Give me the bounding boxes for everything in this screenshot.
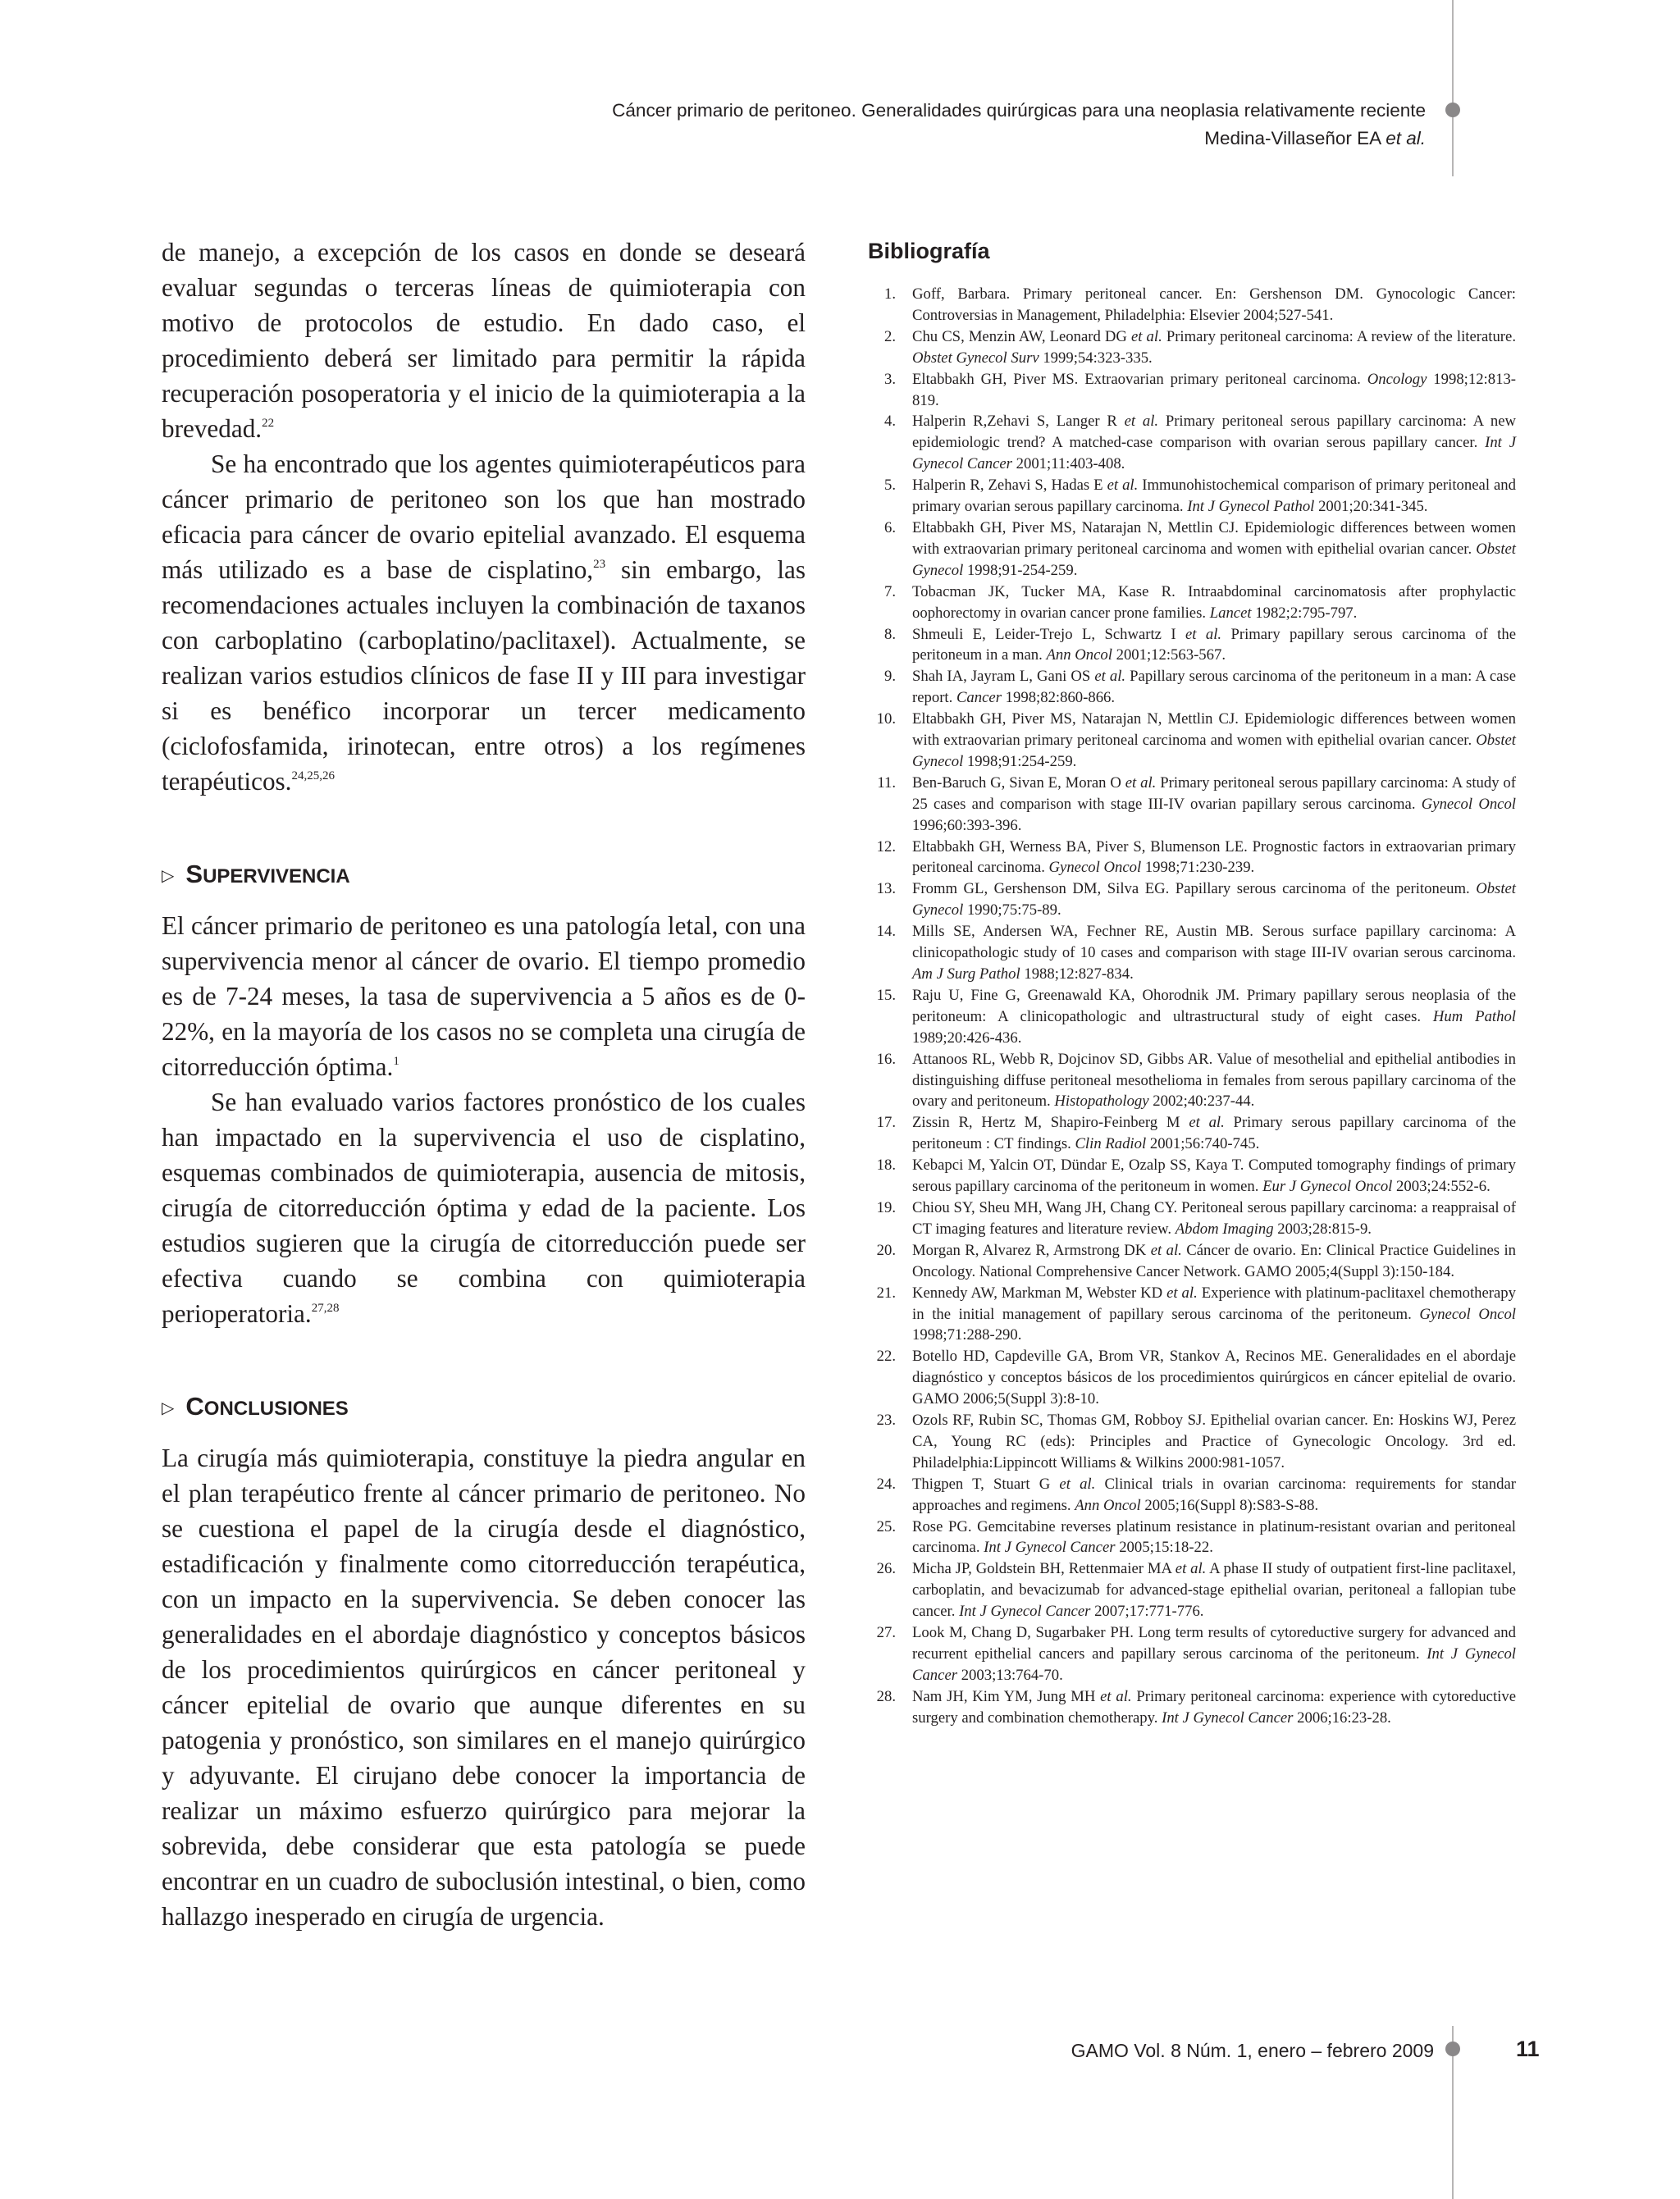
reference-item xyxy=(868,1410,1516,1474)
reference-text: Ben-Baruch G, Sivan E, Moran O xyxy=(912,773,1125,792)
citation-ref[interactable]: 1 xyxy=(393,1055,399,1068)
reference-text: Mills SE, Andersen WA, Fechner RE, Austin MB. Serous surface papillary carcinoma: A clinicopathologic study of 10 cases and comparison with stage III-IV ovarian serous carcinoma. xyxy=(912,923,1516,962)
reference-text: 1998;91-254-259. xyxy=(963,561,1078,579)
reference-item xyxy=(868,1686,1516,1729)
reference-journal: et al. xyxy=(1125,773,1157,792)
reference-text: Eltabbakh GH, Piver MS, Natarajan N, Mettlin CJ. Epidemiologic differences between women with extraovarian primary peritoneal carcinoma and women with epithelial ovarian cancer. xyxy=(912,710,1516,750)
reference-journal: Hum Pathol xyxy=(1432,1007,1516,1025)
reference-journal: et al. xyxy=(1124,413,1159,431)
reference-number: 16. xyxy=(876,1050,896,1068)
section-heading-conclusiones: ▷ CONCLUSIONES xyxy=(162,1392,349,1421)
reference-journal: et al. xyxy=(1175,1560,1207,1578)
reference-text: Botello HD, Capdeville GA, Brom VR, Stankov A, Recinos ME. Generalidades en el abordaje diagnóstico y conceptos básicos de los procedimientos quirúrgicos en cáncer epitelial de ovario. GAMO 2006;5(Suppl 3):8-10. xyxy=(912,1348,1516,1408)
reference-journal: Gynecol Oncol xyxy=(1421,795,1516,813)
footer-bullet xyxy=(1445,2042,1460,2056)
reference-number: 15. xyxy=(876,986,896,1004)
reference-text: 2005;16(Suppl 8):S83-S-88. xyxy=(1140,1496,1319,1514)
reference-number: 19. xyxy=(876,1198,896,1216)
reference-journal: Cancer xyxy=(956,689,1002,707)
reference-text: Primary papillary serous carcinoma of the peritoneum in a man. xyxy=(912,625,1516,664)
section-heading-supervivencia: ▷ SUPERVIVENCIA xyxy=(162,860,350,888)
reference-text: Cáncer de ovario. En: Clinical Practice Guidelines in Oncology. National Comprehensive Cancer Network. GAMO 2005;4(Suppl 3):150-184. xyxy=(912,1241,1516,1280)
reference-number: 13. xyxy=(876,880,896,898)
reference-text: Primary peritoneal serous papillary carcinoma: A study of 25 cases and comparison with stage III-IV ovarian papillary serous carcinoma. xyxy=(912,773,1516,813)
reference-text: Kennedy AW, Markman M, Webster KD xyxy=(912,1284,1167,1302)
reference-text: Nam JH, Kim YM, Jung MH xyxy=(912,1687,1101,1705)
reference-journal: et al. xyxy=(1189,1114,1225,1132)
reference-text: 1998;71:288-290. xyxy=(912,1326,1022,1344)
reference-text: 2003;28:815-9. xyxy=(1273,1220,1372,1238)
reference-text: Raju U, Fine G, Greenawald KA, Ohorodnik JM. Primary papillary serous neoplasia of the peritoneum: A clinicopathologic and ultrastructural study of eight cases. xyxy=(912,986,1516,1025)
bibliography-column xyxy=(868,235,1516,1729)
reference-item xyxy=(868,582,1516,624)
reference-number: 11. xyxy=(877,773,896,792)
reference-journal: Int J Gynecol Cancer xyxy=(912,434,1516,473)
reference-journal: Gynecol Oncol xyxy=(1048,859,1142,877)
reference-text: Primary peritoneal carcinoma: A review of the literature. xyxy=(1162,327,1516,345)
running-header xyxy=(612,97,1426,153)
running-title: Cáncer primario de peritoneo. Generalidades quirúrgicas para una neoplasia relativamente reciente xyxy=(612,100,1426,121)
reference-text: 1982;2:795-797. xyxy=(1251,604,1358,622)
reference-text: Eltabbakh GH, Werness BA, Piver S, Blumenson LE. Prognostic factors in extraovarian primary peritoneal carcinoma. xyxy=(912,837,1516,877)
reference-item xyxy=(868,985,1516,1049)
reference-text: Shah IA, Jayram L, Gani OS xyxy=(912,668,1095,686)
reference-text: Zissin R, Hertz M, Shapiro-Feinberg M xyxy=(912,1114,1189,1132)
reference-text: Chu CS, Menzin AW, Leonard DG xyxy=(912,327,1131,345)
footer-journal: GAMO Vol. 8 Núm. 1, enero – febrero 2009 xyxy=(1071,2040,1434,2061)
reference-journal: Obstet Gynecol xyxy=(912,880,1516,919)
reference-journal: Int J Gynecol Cancer xyxy=(959,1603,1091,1621)
reference-text: Eltabbakh GH, Piver MS. Extraovarian primary peritoneal carcinoma. xyxy=(912,370,1367,388)
reference-text: 2005;15:18-22. xyxy=(1115,1539,1213,1557)
reference-number: 8. xyxy=(883,625,896,643)
paragraph: El cáncer primario de peritoneo es una patología letal, con una supervivencia menor al cáncer de ovario. El tiempo promedio es de 7-24 meses, la tasa de supervivencia a 5 años es de 0-22%, en la mayoría de los casos no se completa una cirugía de citorreducción óptima.$^1$ xyxy=(162,911,806,1081)
reference-number: 28. xyxy=(876,1687,896,1705)
reference-text: A phase II study of outpatient first-line paclitaxel, carboplatin, and bevacizumab for advanced-stage epithelial ovarian, peritoneal a fallopian tube cancer. xyxy=(912,1560,1516,1621)
reference-journal: Obstet Gynecol xyxy=(912,732,1516,770)
reference-number: 3. xyxy=(883,370,896,388)
paragraph: de manejo, a excepción de los casos en donde se deseará evaluar segundas o terceras líneas de quimioterapia con motivo de protocolos de estudio. En dado caso, el procedimiento deberá ser limitado para permitir la rápida recuperación posoperatoria y el inicio de la quimioterapia a la brevedad.$^{22}$ xyxy=(162,238,806,443)
citation-ref[interactable]: 24,25,26 xyxy=(291,769,335,782)
reference-item xyxy=(868,773,1516,837)
reference-item xyxy=(868,1198,1516,1240)
reference-number: 24. xyxy=(876,1475,896,1493)
reference-item xyxy=(868,284,1516,326)
reference-text: Attanoos RL, Webb R, Dojcinov SD, Gibbs AR. Value of mesothelial and epithelial antibodies in distinguishing diffuse peritoneal mesothelioma in females from serous papillary carcinoma of the ovary and peritoneum. xyxy=(912,1050,1516,1111)
reference-number: 7. xyxy=(883,582,896,600)
reference-number: 5. xyxy=(883,477,896,495)
reference-number: 26. xyxy=(876,1560,896,1578)
reference-item xyxy=(868,1155,1516,1198)
reference-journal: Int J Gynecol Pathol xyxy=(1187,498,1315,516)
paragraph: Se han evaluado varios factores pronóstico de los cuales han impactado en la supervivencia el uso de cisplatino, esquemas combinados de quimioterapia, ausencia de mitosis, cirugía de citorreducción óptima y edad de la paciente. Los estudios sugieren que la cirugía de citorreducción puede ser efectiva cuando se combina con quimioterapia perioperatoria.$^{27,28}$ xyxy=(162,1088,806,1328)
citation-ref[interactable]: 23 xyxy=(593,558,606,571)
reference-item xyxy=(868,326,1516,369)
reference-journal: et al. xyxy=(1166,1284,1198,1302)
reference-item xyxy=(868,411,1516,475)
reference-text: Kebapci M, Yalcin OT, Dündar E, Ozalp SS, Kaya T. Computed tomography findings of primary serous papillary carcinoma of the peritoneum in women. xyxy=(912,1157,1516,1196)
reference-journal: et al. xyxy=(1130,327,1162,345)
reference-journal: Ann Oncol xyxy=(1046,646,1112,664)
reference-item xyxy=(868,878,1516,921)
reference-journal: Int J Gynecol Cancer xyxy=(1162,1709,1294,1727)
reference-text: 2003;24:552-6. xyxy=(1392,1178,1491,1196)
reference-number: 14. xyxy=(876,923,896,941)
citation-ref[interactable]: 22 xyxy=(262,417,275,430)
reference-text: 2003;13:764-70. xyxy=(957,1666,1063,1684)
reference-text: 1999;54:323-335. xyxy=(1039,349,1153,367)
reference-text: Goff, Barbara. Primary peritoneal cancer. En: Gershenson DM. Gynocologic Cancer: Controversias in Management, Philadelphia: Elsevier 2004;527-541. xyxy=(912,285,1516,324)
reference-text: 1989;20:426-436. xyxy=(912,1029,1022,1047)
reference-text: Thigpen T, Stuart G xyxy=(912,1475,1060,1493)
reference-text: Clinical trials in ovarian carcinoma: requirements for standar approaches and regimens. xyxy=(912,1475,1516,1514)
reference-item xyxy=(868,666,1516,709)
reference-text: 2006;16:23-28. xyxy=(1293,1709,1391,1727)
reference-journal: et al. xyxy=(1100,1687,1132,1705)
reference-text: Ozols RF, Rubin SC, Thomas GM, Robboy SJ. Epithelial ovarian cancer. En: Hoskins WJ, Perez CA, Young RC (eds): Principles and Practice of Gynecologic Oncology. 3rd ed. Philadelphia:Lippincott Williams & Wilkins 2000:981-1057. xyxy=(912,1412,1516,1471)
reference-text: Shmeuli E, Leider-Trejo L, Schwartz I xyxy=(912,625,1185,643)
reference-text: Chiou SY, Sheu MH, Wang JH, Chang CY. Peritoneal serous papillary carcinoma: a reappraisal of CT imaging features and literature review. xyxy=(912,1198,1516,1238)
reference-journal: Obstet Gynecol Surv xyxy=(912,349,1039,367)
reference-journal: et al. xyxy=(1150,1241,1182,1259)
reference-text: Halperin R,Zehavi S, Langer R xyxy=(912,413,1125,431)
reference-journal: Clin Radiol xyxy=(1075,1135,1147,1153)
reference-journal: Int J Gynecol Cancer xyxy=(984,1539,1116,1557)
reference-number: 1. xyxy=(883,285,896,303)
reference-text: 1990;75:75-89. xyxy=(963,901,1061,919)
body-text-column xyxy=(162,235,806,1934)
reference-journal: Obstet Gynecol xyxy=(912,540,1516,579)
reference-text: Primary peritoneal carcinoma: experience with cytoreductive surgery and combination chemotherapy. xyxy=(912,1687,1516,1727)
reference-item xyxy=(868,921,1516,985)
page-number: 11 xyxy=(1516,2037,1540,2061)
reference-text: 2001;56:740-745. xyxy=(1146,1135,1260,1153)
reference-text: Rose PG. Gemcitabine reverses platinum resistance in platinum-resistant ovarian and peritoneal carcinoma. xyxy=(912,1517,1516,1557)
reference-item xyxy=(868,1474,1516,1517)
reference-item xyxy=(868,475,1516,518)
triangle-bullet-icon: ▷ xyxy=(162,1399,175,1417)
reference-number: 6. xyxy=(883,518,896,536)
margin-line-top xyxy=(1452,0,1454,176)
reference-journal: Lancet xyxy=(1209,604,1252,622)
reference-text: 2002;40:237-44. xyxy=(1148,1093,1255,1111)
reference-journal: Gynecol Oncol xyxy=(1419,1305,1516,1323)
reference-number: 18. xyxy=(876,1157,896,1175)
reference-number: 4. xyxy=(883,413,896,431)
reference-text: 2001;12:563-567. xyxy=(1112,646,1226,664)
reference-item xyxy=(868,709,1516,773)
reference-text: 1998;71:230-239. xyxy=(1141,859,1255,877)
reference-text: Morgan R, Alvarez R, Armstrong DK xyxy=(912,1241,1151,1259)
reference-text: Fromm GL, Gershenson DM, Silva EG. Papillary serous carcinoma of the peritoneum. xyxy=(912,880,1477,898)
reference-text: 1998;91:254-259. xyxy=(963,752,1077,770)
reference-number: 17. xyxy=(876,1114,896,1132)
reference-journal: Ann Oncol xyxy=(1075,1496,1141,1514)
reference-text: 2001;20:341-345. xyxy=(1314,498,1428,516)
reference-item xyxy=(868,624,1516,667)
reference-item xyxy=(868,1240,1516,1283)
reference-text: Tobacman JK, Tucker MA, Kase R. Intraabdominal carcinomatosis after prophylactic oophorectomy in ovarian cancer prone families. xyxy=(912,582,1516,622)
reference-text: 1998;12:813-819. xyxy=(912,370,1517,409)
reference-text: Immunohistochemical comparison of primary peritoneal and primary ovarian serous papillary carcinoma. xyxy=(912,477,1516,516)
bibliography-title: Bibliografía xyxy=(868,239,990,263)
reference-item xyxy=(868,1346,1516,1410)
reference-item xyxy=(868,837,1516,879)
reference-journal: et al. xyxy=(1059,1475,1096,1493)
reference-journal: Eur J Gynecol Oncol xyxy=(1262,1178,1393,1196)
running-authors: Medina-Villaseñor EA et al. xyxy=(1204,128,1426,148)
reference-journal: et al. xyxy=(1107,477,1139,495)
reference-number: 22. xyxy=(876,1348,896,1366)
reference-text: Micha JP, Goldstein BH, Rettenmaier MA xyxy=(912,1560,1176,1578)
reference-text: Experience with platinum-paclitaxel chemotherapy in the initial management of papillary serous carcinoma of the peritoneum. xyxy=(912,1284,1516,1323)
reference-text: 2007;17:771-776. xyxy=(1090,1603,1204,1621)
reference-journal: Oncology xyxy=(1367,370,1427,388)
reference-text: Halperin R, Zehavi S, Hadas E xyxy=(912,477,1107,495)
reference-journal: et al. xyxy=(1185,625,1222,643)
reference-text: Primary peritoneal serous papillary carcinoma: A new epidemiologic trend? A matched-case comparison with ovarian serous papillary cancer. xyxy=(912,413,1516,452)
reference-item xyxy=(868,369,1516,412)
reference-journal: et al. xyxy=(1094,668,1126,686)
reference-text: Look M, Chang D, Sugarbaker PH. Long term results of cytoreductive surgery for advanced and recurrent epithelial cancers and papillary serous carcinoma of the peritoneum. xyxy=(912,1624,1516,1663)
header-bullet xyxy=(1445,103,1460,117)
reference-text: Primary serous papillary carcinoma of the peritoneum : CT findings. xyxy=(912,1114,1516,1153)
reference-number: 27. xyxy=(876,1624,896,1642)
reference-number: 21. xyxy=(876,1284,896,1302)
reference-number: 23. xyxy=(876,1412,896,1430)
reference-item xyxy=(868,1049,1516,1113)
reference-item xyxy=(868,1283,1516,1347)
reference-number: 12. xyxy=(876,837,896,855)
reference-text: Eltabbakh GH, Piver MS, Natarajan N, Mettlin CJ. Epidemiologic differences between women with extraovarian primary peritoneal carcinoma and women with epithelial ovarian cancer. xyxy=(912,518,1516,558)
citation-ref[interactable]: 27,28 xyxy=(311,1302,340,1315)
reference-item xyxy=(868,1517,1516,1559)
reference-item xyxy=(868,1112,1516,1155)
paragraph: La cirugía más quimioterapia, constituye la piedra angular en el plan terapéutico frente al cáncer primario de peritoneo. No se cuestiona el papel de la cirugía desde el diagnóstico, estadificación y finalmente como citorreducción terapéutica, con un impacto en la supervivencia. Se deben conocer las generalidades en el abordaje diagnóstico y conceptos básicos de los procedimientos quirúrgicos en cáncer peritoneal y cáncer epitelial de ovario que aunque diferentes en su patogenia y pronóstico, son similares en el manejo quirúrgico y adyuvante. El cirujano debe conocer la importancia de realizar un máximo esfuerzo quirúrgico para mejorar la sobrevida, debe considerar que esta patología se puede encontrar en un cuadro de suboclusión intestinal, o bien, como hallazgo inesperado en cirugía de urgencia. xyxy=(162,1444,806,1931)
reference-text: 2001;11:403-408. xyxy=(1011,455,1125,473)
reference-item xyxy=(868,1622,1516,1686)
reference-item xyxy=(868,1558,1516,1622)
reference-journal: Am J Surg Pathol xyxy=(912,965,1020,983)
reference-number: 9. xyxy=(883,668,896,686)
reference-text: 1998;82:860-866. xyxy=(1001,689,1116,707)
reference-journal: Int J Gynecol Cancer xyxy=(912,1645,1517,1684)
reference-text: Papillary serous carcinoma of the peritoneum in a man: A case report. xyxy=(912,668,1516,707)
reference-number: 25. xyxy=(876,1517,896,1535)
reference-journal: Abdom Imaging xyxy=(1175,1220,1274,1238)
paragraph: Se ha encontrado que los agentes quimioterapéuticos para cáncer primario de peritoneo son los que han mostrado eficacia para cáncer de ovario epitelial avanzado. El esquema más utilizado es a base de cisplatino,$^{23}$ sin embargo, las recomendaciones actuales incluyen la combinación de taxanos con carboplatino (carboplatino/paclitaxel). Actualmente, se realizan varios estudios clínicos de fase II y III para investigar si es benéfico incorporar un tercer medicamento (ciclofosfamida, irinotecan, entre otros) a los regímenes terapéuticos.$^{24,25,26}$ xyxy=(162,449,806,796)
reference-list xyxy=(868,284,1516,1729)
reference-number: 2. xyxy=(883,327,896,345)
reference-text: 1996;60:393-396. xyxy=(912,816,1022,834)
triangle-bullet-icon: ▷ xyxy=(162,867,175,885)
reference-journal: Histopathology xyxy=(1054,1093,1149,1111)
reference-number: 10. xyxy=(876,710,896,728)
reference-item xyxy=(868,518,1516,582)
reference-text: 1988;12:827-834. xyxy=(1020,965,1134,983)
reference-number: 20. xyxy=(876,1241,896,1259)
